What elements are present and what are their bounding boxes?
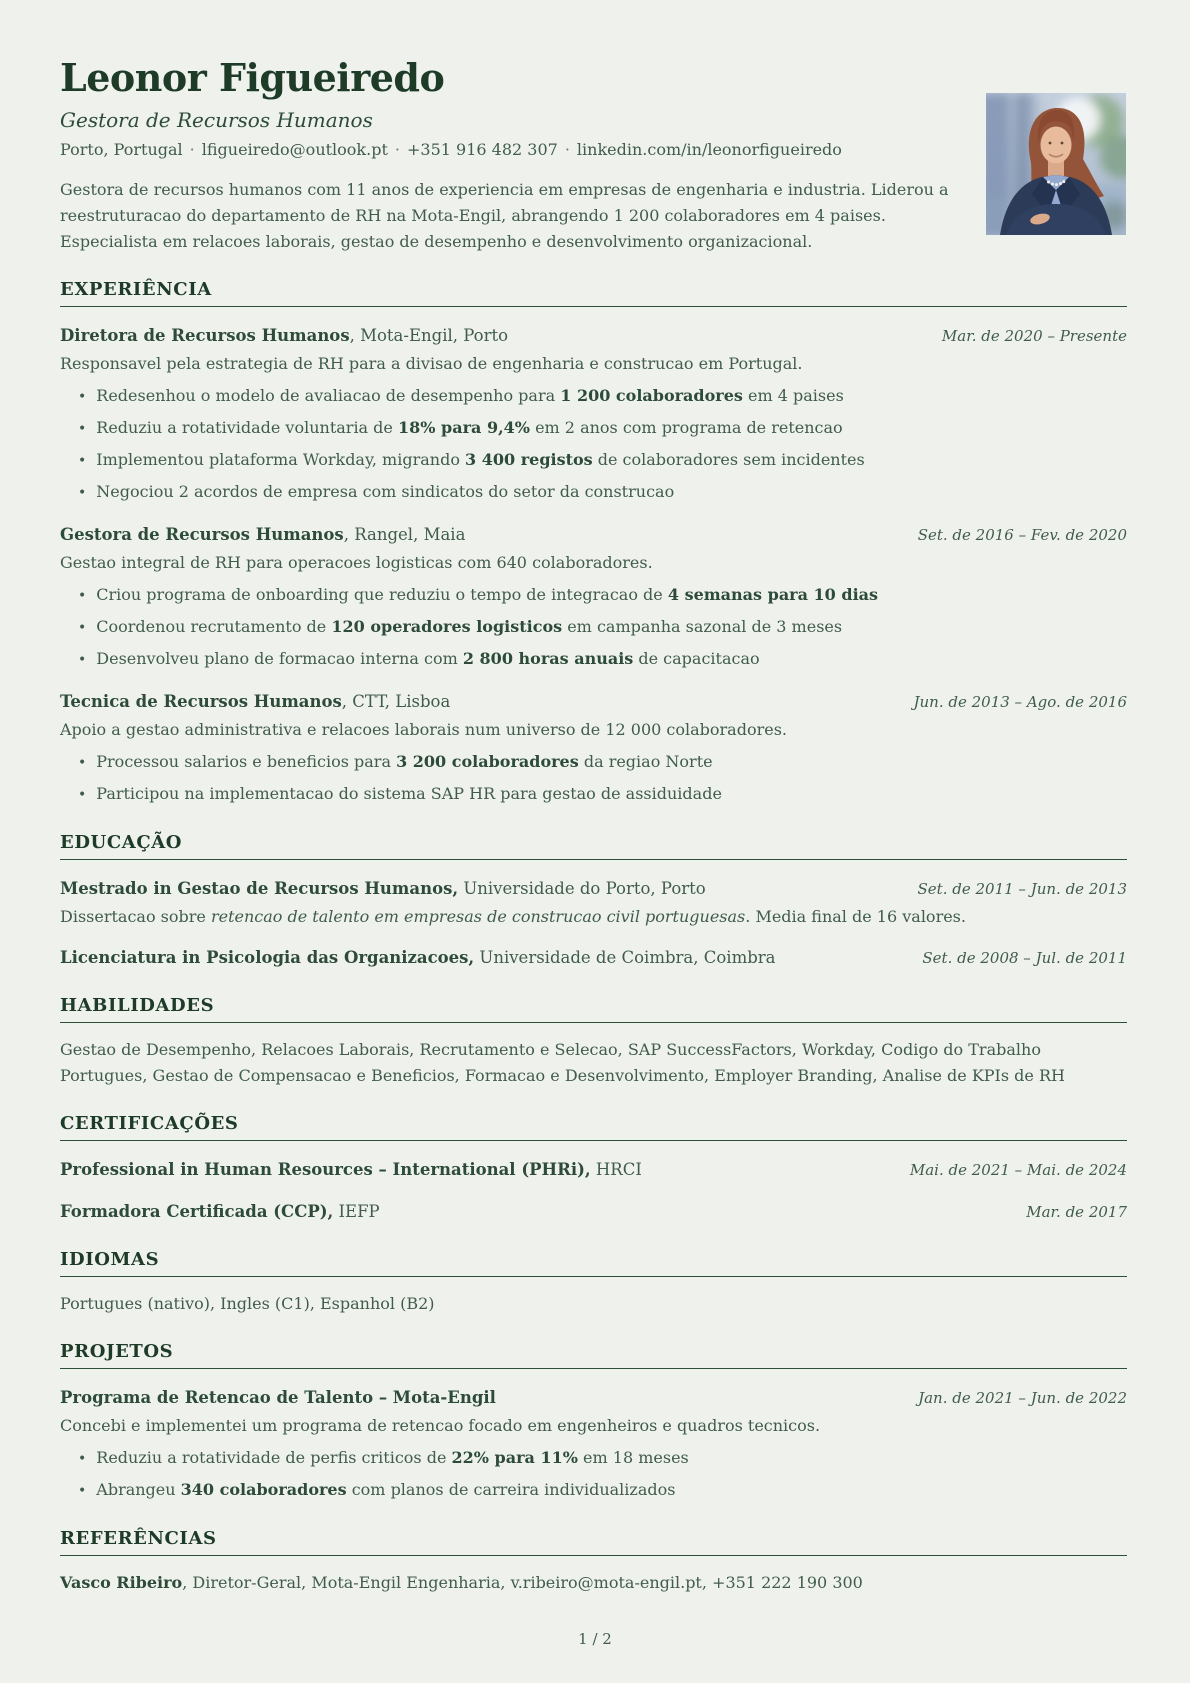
dot-separator: · bbox=[564, 140, 570, 159]
bullet-list bbox=[60, 749, 1127, 808]
text-segment: da regiao Norte bbox=[578, 752, 713, 771]
job-entry bbox=[60, 323, 1127, 506]
section-rule bbox=[60, 1555, 1127, 1556]
bullet-text bbox=[96, 649, 759, 668]
text-segment: Coordenou recrutamento de bbox=[96, 617, 332, 636]
section-rule bbox=[60, 1140, 1127, 1141]
section-skills bbox=[60, 995, 1127, 1089]
section-heading: REFERÊNCIAS bbox=[60, 1528, 217, 1549]
bullet-text bbox=[96, 482, 674, 501]
text-segment: Abrangeu bbox=[96, 1480, 181, 1499]
section-rule bbox=[60, 1276, 1127, 1277]
section-heading: EXPERIÊNCIA bbox=[60, 279, 212, 300]
text-segment: Gestora de Recursos Humanos bbox=[60, 525, 344, 544]
bullet-text bbox=[96, 1448, 688, 1467]
text-segment: 120 operadores logisticos bbox=[331, 617, 563, 636]
text-segment: Redesenhou o modelo de avaliacao de desempenho para bbox=[96, 386, 561, 405]
text-segment: Programa de Retencao de Talento – Mota-Engil bbox=[60, 1388, 496, 1407]
project-entry bbox=[60, 1385, 1127, 1504]
text-segment: , Diretor-Geral, Mota-Engil Engenharia, v.ribeiro@mota-engil.pt, +351 222 190 300 bbox=[182, 1573, 863, 1592]
bullet-text bbox=[96, 386, 844, 405]
bullet-item bbox=[78, 1477, 1127, 1504]
bullet-item bbox=[78, 614, 1127, 641]
section-heading: CERTIFICAÇÕES bbox=[60, 1113, 239, 1134]
certification-entry bbox=[60, 1157, 1127, 1183]
profile-photo-illustration bbox=[986, 93, 1126, 235]
project-dates: Jan. de 2021 – Jun. de 2022 bbox=[918, 1389, 1127, 1407]
degree-description bbox=[60, 904, 1127, 929]
degree-dates: Set. de 2011 – Jun. de 2013 bbox=[917, 880, 1127, 898]
text-segment: , CTT, Lisboa bbox=[341, 692, 451, 711]
text-segment: de colaboradores sem incidentes bbox=[592, 450, 865, 469]
text-segment: Reduziu a rotatividade voluntaria de bbox=[96, 418, 398, 437]
reference-text bbox=[60, 1570, 1127, 1596]
bullet-item bbox=[78, 781, 1127, 808]
text-segment: em 2 anos com programa de retencao bbox=[529, 418, 843, 437]
resume-header bbox=[60, 56, 1127, 255]
person-name: Leonor Figueiredo bbox=[60, 55, 445, 100]
text-segment: IEFP bbox=[333, 1202, 380, 1221]
text-segment: 2 800 horas anuais bbox=[462, 649, 634, 668]
bullet-text bbox=[96, 617, 842, 636]
text-segment: Licenciatura in Psicologia das Organizacoes, bbox=[60, 948, 475, 967]
section-languages bbox=[60, 1249, 1127, 1317]
dot-separator: · bbox=[189, 140, 195, 159]
text-segment: com planos de carreira individualizados bbox=[346, 1480, 676, 1499]
degree-entry bbox=[60, 876, 1127, 929]
dot-separator: · bbox=[394, 140, 400, 159]
contact-linkedin-link[interactable]: linkedin.com/in/leonorfigueiredo bbox=[576, 140, 842, 159]
degree-entry bbox=[60, 945, 1127, 971]
bullet-item bbox=[78, 447, 1127, 474]
section-rule bbox=[60, 1022, 1127, 1023]
text-segment: Universidade de Coimbra, Coimbra bbox=[474, 948, 776, 967]
text-segment: Reduziu a rotatividade de perfis criticos de bbox=[96, 1448, 452, 1467]
text-segment: , Rangel, Maia bbox=[343, 525, 466, 544]
section-projects bbox=[60, 1341, 1127, 1504]
bullet-list bbox=[60, 582, 1127, 673]
bullet-marker: • bbox=[78, 652, 87, 668]
certification-title bbox=[60, 1157, 886, 1182]
job-title bbox=[60, 689, 890, 714]
bullet-text bbox=[96, 752, 712, 771]
section-certifications bbox=[60, 1113, 1127, 1225]
bullet-list bbox=[60, 1445, 1127, 1504]
job-title bbox=[60, 522, 894, 547]
text-segment: 18% para 9,4% bbox=[397, 418, 530, 437]
text-segment: Criou programa de onboarding que reduziu o tempo de integracao de bbox=[96, 585, 668, 604]
text-segment: 1 200 colaboradores bbox=[560, 386, 743, 405]
text-segment: Tecnica de Recursos Humanos bbox=[60, 692, 342, 711]
text-segment: em 4 paises bbox=[742, 386, 844, 405]
text-segment: Desenvolveu plano de formacao interna com bbox=[96, 649, 463, 668]
project-description: Concebi e implementei um programa de retencao focado em engenheiros e quadros tecnicos. bbox=[60, 1416, 821, 1435]
contact-location: Porto, Portugal bbox=[60, 140, 183, 159]
section-heading: PROJETOS bbox=[60, 1341, 174, 1362]
text-segment: 340 colaboradores bbox=[180, 1480, 347, 1499]
contact-phone: +351 916 482 307 bbox=[406, 140, 558, 159]
bullet-marker: • bbox=[78, 453, 87, 469]
certification-title bbox=[60, 1199, 1002, 1224]
text-segment: 4 semanas para 10 dias bbox=[667, 585, 879, 604]
text-segment: Diretora de Recursos Humanos bbox=[60, 326, 350, 345]
job-description: Responsavel pela estrategia de RH para a divisao de engenharia e construcao em Portugal. bbox=[60, 354, 803, 373]
bullet-marker: • bbox=[78, 787, 87, 803]
text-segment: 22% para 11% bbox=[451, 1448, 578, 1467]
certification-entry bbox=[60, 1199, 1127, 1225]
text-segment: 3 200 colaboradores bbox=[396, 752, 579, 771]
job-description: Gestao integral de RH para operacoes logisticas com 640 colaboradores. bbox=[60, 553, 653, 572]
section-heading: IDIOMAS bbox=[60, 1249, 160, 1270]
text-segment: de capacitacao bbox=[633, 649, 760, 668]
skills-text: Gestao de Desempenho, Relacoes Laborais, Recrutamento e Selecao, SAP SuccessFactors, Workday, Codigo do Trabalho Portugues, Gestao de Compensacao e Beneficios, Formacao e Desenvolvimento, Employer Branding, Analise de KPIs de RH bbox=[60, 1040, 1065, 1085]
text-segment: em 18 meses bbox=[577, 1448, 689, 1467]
section-heading: EDUCAÇÃO bbox=[60, 832, 183, 853]
degree-dates: Set. de 2008 – Jul. de 2011 bbox=[922, 949, 1127, 967]
text-segment: Implementou plataforma Workday, migrando bbox=[96, 450, 466, 469]
text-segment: HRCI bbox=[590, 1160, 642, 1179]
degree-title bbox=[60, 876, 894, 901]
text-segment: 3 400 registos bbox=[465, 450, 593, 469]
text-segment: Participou na implementacao do sistema SAP HR para gestao de assiduidade bbox=[96, 784, 722, 803]
contact-email-link[interactable]: lfigueiredo@outlook.pt bbox=[201, 140, 388, 159]
bullet-marker: • bbox=[78, 620, 87, 636]
bullet-text bbox=[96, 450, 864, 469]
summary-text: Gestora de recursos humanos com 11 anos de experiencia em empresas de engenharia e industria. Liderou a reestruturacao do departamento de RH na Mota-Engil, abrangendo 1 200 colaboradores em 4 paises. Especialista em relacoes laborais, gestao de desempenho e desenvolvimento organizacional. bbox=[60, 180, 949, 251]
bullet-marker: • bbox=[78, 421, 87, 437]
bullet-marker: • bbox=[78, 389, 87, 405]
bullet-item bbox=[78, 383, 1127, 410]
job-dates: Set. de 2016 – Fev. de 2020 bbox=[917, 526, 1127, 544]
contact-line bbox=[60, 138, 1127, 162]
job-dates: Mar. de 2020 – Presente bbox=[941, 327, 1127, 345]
bullet-item bbox=[78, 479, 1127, 506]
section-education bbox=[60, 832, 1127, 971]
text-segment: Vasco Ribeiro bbox=[60, 1573, 183, 1592]
bullet-text bbox=[96, 1480, 675, 1499]
bullet-text bbox=[96, 585, 878, 604]
text-segment: Dissertacao sobre bbox=[60, 907, 211, 926]
section-experience bbox=[60, 279, 1127, 808]
bullet-marker: • bbox=[78, 1483, 87, 1499]
bullet-item bbox=[78, 749, 1127, 776]
bullet-item bbox=[78, 646, 1127, 673]
project-title bbox=[60, 1385, 894, 1410]
bullet-text bbox=[96, 784, 722, 803]
job-entry bbox=[60, 689, 1127, 808]
languages-text: Portugues (nativo), Ingles (C1), Espanhol (B2) bbox=[60, 1294, 435, 1313]
text-segment: , Mota-Engil, Porto bbox=[349, 326, 509, 345]
text-segment: retencao de talento em empresas de construcao civil portuguesas bbox=[210, 907, 746, 926]
degree-title bbox=[60, 945, 898, 970]
text-segment: . Media final de 16 valores. bbox=[745, 907, 966, 926]
text-segment: Universidade do Porto, Porto bbox=[458, 879, 706, 898]
page-number: 1 / 2 bbox=[578, 1630, 612, 1648]
section-heading: HABILIDADES bbox=[60, 995, 215, 1016]
text-segment: Processou salarios e beneficios para bbox=[96, 752, 397, 771]
bullet-marker: • bbox=[78, 588, 87, 604]
bullet-item bbox=[78, 415, 1127, 442]
bullet-marker: • bbox=[78, 485, 87, 501]
text-segment: Formadora Certificada (CCP), bbox=[60, 1202, 334, 1221]
bullet-marker: • bbox=[78, 755, 87, 771]
section-rule bbox=[60, 306, 1127, 307]
text-segment: Mestrado in Gestao de Recursos Humanos, bbox=[60, 879, 459, 898]
bullet-text bbox=[96, 418, 842, 437]
bullet-list bbox=[60, 383, 1127, 506]
bullet-item bbox=[78, 1445, 1127, 1472]
section-references bbox=[60, 1528, 1127, 1596]
text-segment: Professional in Human Resources – International (PHRi), bbox=[60, 1160, 591, 1179]
job-description: Apoio a gestao administrativa e relacoes laborais num universo de 12 000 colaboradores. bbox=[60, 720, 787, 739]
section-rule bbox=[60, 859, 1127, 860]
text-segment: em campanha sazonal de 3 meses bbox=[562, 617, 843, 636]
certification-dates: Mai. de 2021 – Mai. de 2024 bbox=[909, 1161, 1127, 1179]
person-role: Gestora de Recursos Humanos bbox=[60, 108, 373, 132]
text-segment: Negociou 2 acordos de empresa com sindicatos do setor da construcao bbox=[96, 482, 675, 501]
bullet-marker: • bbox=[78, 1451, 87, 1467]
job-dates: Jun. de 2013 – Ago. de 2016 bbox=[913, 693, 1127, 711]
job-entry bbox=[60, 522, 1127, 673]
profile-photo bbox=[986, 93, 1126, 235]
bullet-item bbox=[78, 582, 1127, 609]
certification-dates: Mar. de 2017 bbox=[1026, 1203, 1127, 1221]
job-title bbox=[60, 323, 918, 348]
section-rule bbox=[60, 1368, 1127, 1369]
